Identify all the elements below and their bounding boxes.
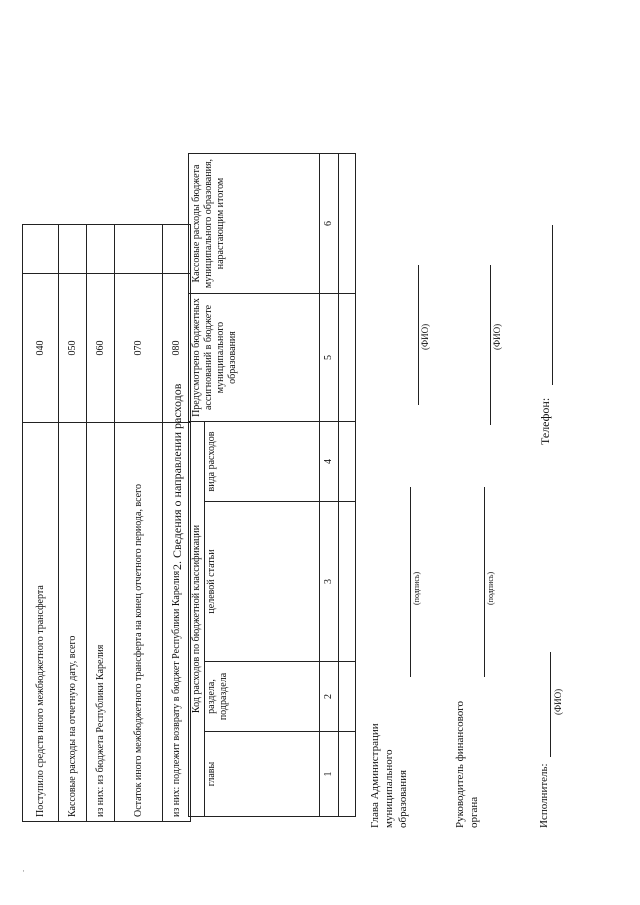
row-value-cell [23,225,59,274]
row-code: 080 [163,274,191,423]
header-expense-type: вида расходов [205,422,320,502]
margin-mark: · [22,866,25,876]
row-value-cell [163,225,191,274]
phone-line [552,225,553,385]
head-signature-caption: (подпись) [412,571,421,605]
row-label: из них: подлежит возврату в бюджет Республики Карелия [163,423,191,822]
column-number: 1 [320,732,339,817]
row-label: Остаток иного межбюджетного трансферта на конец отчетного периода, всего [115,423,163,822]
table-cell [339,502,356,662]
table-row [87,225,115,822]
head-fio-line [418,265,419,405]
column-number: 5 [320,294,339,422]
column-number: 3 [320,502,339,662]
financial-head-fio-line [490,265,491,425]
row-value-cell [87,225,115,274]
table-cell [339,732,356,817]
expenses-direction-table [188,153,356,817]
head-of-administration-label: Глава Администрации муниципального образования [369,723,409,828]
header-chapter: главы [205,732,320,817]
table-row [59,225,87,822]
executor-fio-line [550,652,551,757]
column-number: 6 [320,154,339,294]
table-header-row [189,154,205,817]
row-value-cell [115,225,163,274]
executor-fio-caption: (ФИО) [553,688,563,715]
row-code: 040 [23,274,59,423]
transfer-summary-table [22,224,191,822]
row-label: Поступило средств иного межбюджетного трансферта [23,423,59,822]
column-number: 2 [320,662,339,732]
financial-head-signature-line [484,487,485,677]
table-cell [339,662,356,732]
row-code: 050 [59,274,87,423]
row-code: 070 [115,274,163,423]
head-fio-caption: (ФИО) [420,323,430,350]
table-row [115,225,163,822]
table-number-row [320,154,339,817]
row-code: 060 [87,274,115,423]
table-row [339,154,356,817]
executor-label: Исполнитель: [538,763,550,828]
header-section: раздела, подраздела [205,662,320,732]
table-cell [339,294,356,422]
header-planned-allocations: Предусмотрено бюджетных ассигнований в бюджете муниципального образования [189,294,320,422]
section-title: 2. Сведения о направлении расходов [170,383,184,570]
financial-head-label: Руководитель финансового органа [454,700,480,828]
header-target-article: целевой статьи [205,502,320,662]
column-number: 4 [320,422,339,502]
row-value-cell [59,225,87,274]
financial-head-fio-caption: (ФИО) [492,323,502,350]
table-cell [339,154,356,294]
header-budget-classification: Код расходов по бюджетной классификации [189,422,205,817]
head-signature-line [410,487,411,677]
row-label: из них: из бюджета Республики Карелия [87,423,115,822]
row-label: Кассовые расходы на отчетную дату, всего [59,423,87,822]
table-cell [339,422,356,502]
phone-label: Телефон: [538,397,552,445]
financial-head-signature-caption: (подпись) [486,571,495,605]
header-cash-expenses: Кассовые расходы бюджета муниципального образования, нарастающим итогом [189,154,320,294]
table-row [23,225,59,822]
